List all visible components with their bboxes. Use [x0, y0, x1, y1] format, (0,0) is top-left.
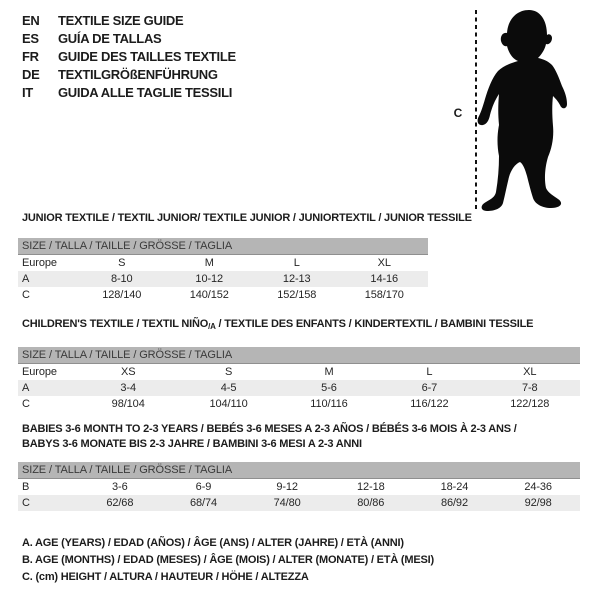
- height-cell: 80/86: [329, 495, 413, 511]
- size-cell: S: [224, 366, 233, 378]
- age-cell: 6-7: [379, 380, 479, 396]
- children-title-subscript: /A: [208, 322, 216, 331]
- height-cell: 116/122: [410, 398, 449, 410]
- months-cell: 9-12: [276, 481, 298, 493]
- table-row-europe: [18, 255, 428, 272]
- language-title: TEXTILGRÖßENFÜHRUNG: [58, 67, 218, 82]
- size-cell: L: [426, 366, 433, 378]
- language-code: DE: [22, 67, 40, 82]
- note-age-months: B. AGE (MONTHS) / EDAD (MESES) / ÂGE (MOIS) / ALTER (MONATE) / ETÀ (MESI): [22, 554, 434, 566]
- language-title-block: [22, 12, 236, 102]
- size-cell: XL: [523, 366, 537, 378]
- babies-size-table: [18, 462, 580, 511]
- age-cell: 14-16: [341, 271, 429, 287]
- row-label: A: [18, 271, 78, 287]
- junior-table-title: JUNIOR TEXTILE / TEXTIL JUNIOR/ TEXTILE JUNIOR / JUNIORTEXTIL / JUNIOR TESSILE: [22, 212, 472, 224]
- table-row-height: [18, 495, 580, 511]
- baby-silhouette-figure: [465, 4, 597, 216]
- months-cell: 18-24: [440, 481, 469, 493]
- note-age-years: A. AGE (YEARS) / EDAD (AÑOS) / ÂGE (ANS) / ALTER (JAHRE) / ETÀ (ANNI): [22, 537, 404, 549]
- height-cell: 62/68: [78, 495, 162, 511]
- height-cell: 158/170: [364, 289, 404, 301]
- children-size-table: [18, 347, 580, 412]
- age-cell: 8-10: [78, 271, 166, 287]
- size-cell: S: [118, 257, 126, 269]
- table-row-height: [18, 396, 580, 412]
- children-title-part: / TEXTILE DES ENFANTS / KINDERTEXTIL / BAMBINI TESSILE: [215, 318, 534, 330]
- row-label: Europe: [22, 257, 57, 269]
- months-cell: 6-9: [195, 481, 212, 493]
- height-cell: 122/128: [510, 398, 550, 410]
- age-cell: 7-8: [480, 380, 580, 396]
- age-cell: 5-6: [279, 380, 379, 396]
- language-code: ES: [22, 31, 39, 46]
- language-code: EN: [22, 13, 40, 28]
- language-title: GUIDA ALLE TAGLIE TESSILI: [58, 85, 233, 100]
- height-label-c: C: [453, 106, 463, 120]
- row-label: Europe: [22, 366, 57, 378]
- months-cell: 3-6: [112, 481, 128, 493]
- language-row: [22, 12, 236, 30]
- baby-silhouette: [478, 10, 567, 211]
- table-row-height: [18, 287, 428, 303]
- junior-size-table: [18, 238, 428, 303]
- language-row: [22, 30, 236, 48]
- language-title: TEXTILE SIZE GUIDE: [58, 13, 184, 28]
- height-cell: 98/104: [111, 398, 145, 410]
- height-cell: 74/80: [245, 495, 329, 511]
- language-title: GUÍA DE TALLAS: [58, 31, 162, 46]
- language-row: [22, 66, 236, 84]
- months-cell: 24-36: [524, 481, 552, 493]
- size-header-bar: SIZE / TALLA / TAILLE / GRÖSSE / TAGLIA: [18, 347, 580, 364]
- height-cell: 152/158: [277, 289, 317, 301]
- months-cell: 12-18: [356, 481, 385, 493]
- height-cell: 140/152: [189, 289, 229, 301]
- height-cell: 110/116: [310, 398, 348, 410]
- age-cell: 12-13: [253, 271, 341, 287]
- size-cell: M: [204, 257, 214, 269]
- height-cell: 92/98: [496, 495, 580, 511]
- height-cell: 86/92: [413, 495, 497, 511]
- height-cell: 104/110: [209, 398, 248, 410]
- size-header-bar: SIZE / TALLA / TAILLE / GRÖSSE / TAGLIA: [18, 462, 580, 479]
- age-cell: 3-4: [78, 380, 178, 396]
- babies-title-line: BABYS 3-6 MONATE BIS 2-3 JAHRE / BAMBINI 3-6 MESI A 2-3 ANNI: [22, 438, 362, 450]
- table-row-age: [18, 271, 428, 287]
- size-cell: XS: [120, 366, 136, 378]
- height-cell: 128/140: [102, 289, 142, 301]
- size-header-bar: SIZE / TALLA / TAILLE / GRÖSSE / TAGLIA: [18, 238, 428, 255]
- age-cell: 4-5: [178, 380, 278, 396]
- row-label: C: [18, 495, 78, 511]
- babies-table-title: [22, 422, 517, 452]
- row-label: C: [22, 398, 30, 410]
- language-row: [22, 84, 236, 102]
- table-row-months: [18, 479, 580, 496]
- language-row: [22, 48, 236, 66]
- table-row-europe: [18, 364, 580, 381]
- height-cell: 68/74: [162, 495, 246, 511]
- babies-title-line: BABIES 3-6 MONTH TO 2-3 YEARS / BEBÉS 3-6 MESES A 2-3 AÑOS / BÉBÉS 3-6 MOIS À 2-3 ANS /: [22, 423, 517, 435]
- legend-notes: [22, 535, 434, 586]
- children-title-part: CHILDREN'S TEXTILE / TEXTIL NIÑO: [22, 318, 209, 330]
- language-code: FR: [22, 49, 39, 64]
- age-cell: 10-12: [166, 271, 254, 287]
- size-cell: XL: [377, 257, 391, 269]
- table-row-age: [18, 380, 580, 396]
- row-label: B: [22, 481, 30, 493]
- size-cell: L: [293, 257, 300, 269]
- row-label: C: [22, 289, 30, 301]
- row-label: A: [18, 380, 78, 396]
- language-title: GUIDE DES TAILLES TEXTILE: [58, 49, 236, 64]
- size-cell: M: [324, 366, 334, 378]
- note-height-cm: C. (cm) HEIGHT / ALTURA / HAUTEUR / HÖHE / ALTEZZA: [22, 571, 309, 583]
- language-code: IT: [22, 85, 33, 100]
- children-table-title: [22, 318, 533, 331]
